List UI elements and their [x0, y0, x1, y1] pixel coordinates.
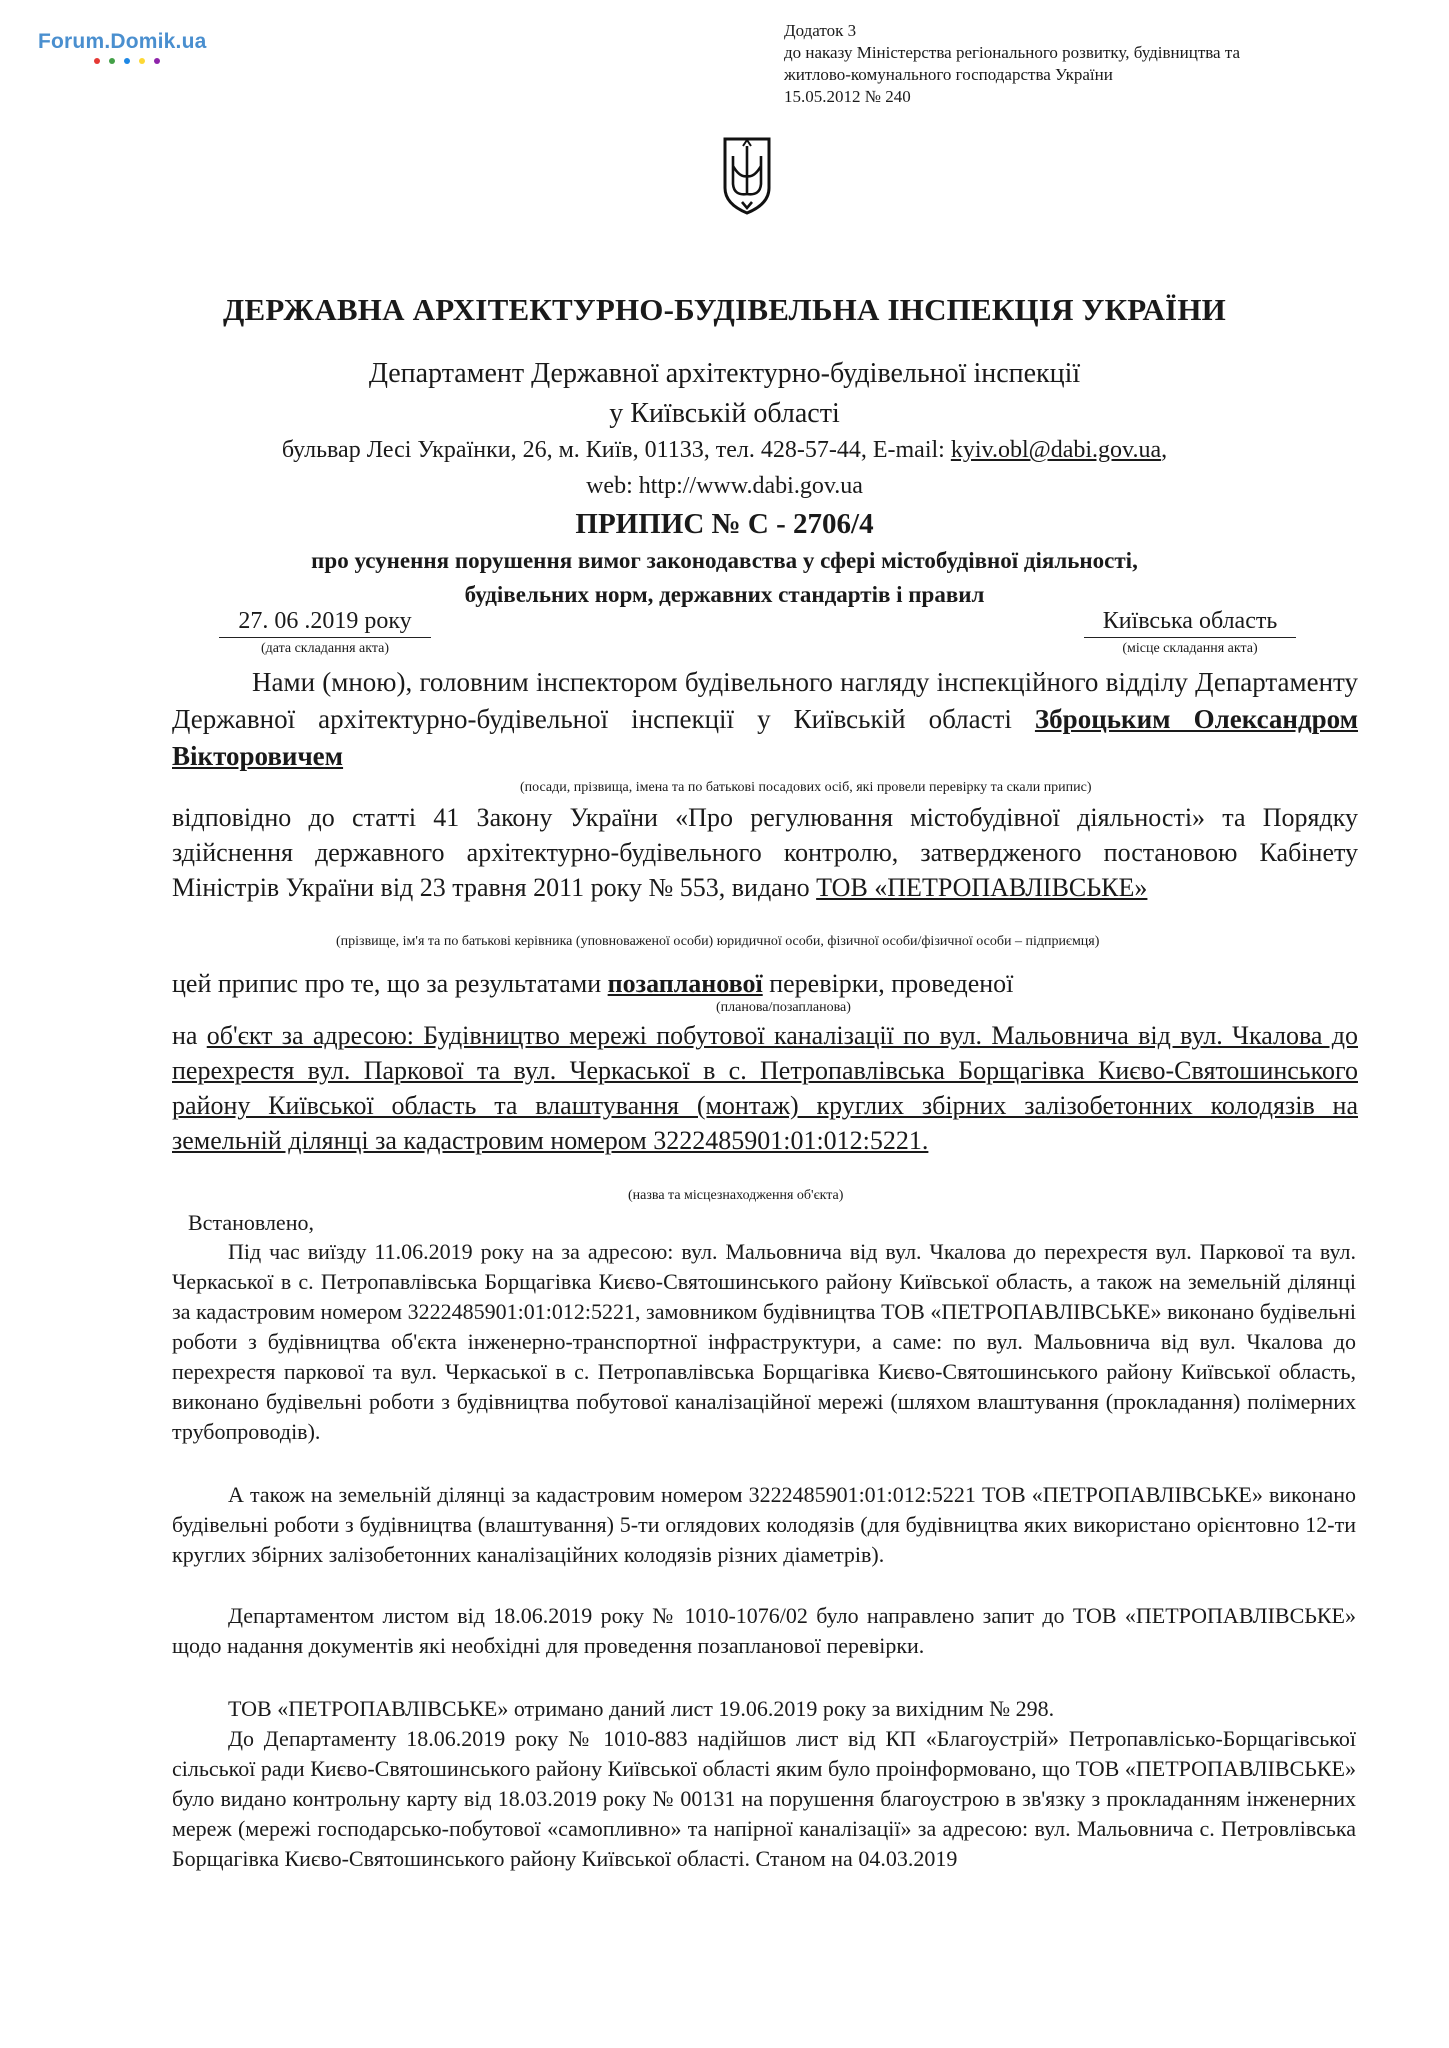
watermark-dot — [124, 58, 130, 64]
department-name — [100, 354, 1349, 434]
place-caption: (місце складання акта) — [1122, 641, 1258, 656]
watermark-dot — [109, 58, 115, 64]
date-value: 27. 06 .2019 року — [219, 608, 431, 638]
date-field — [180, 608, 470, 658]
annex-line: до наказу Міністерства регіонального розвитку, будівництва та — [784, 43, 1241, 62]
annex-note — [784, 20, 1344, 108]
department-line: Департамент Державної архітектурно-будівельної інспекції — [368, 358, 1081, 389]
findings-paragraph: До Департаменту 18.06.2019 року № 1010-883 надійшов лист від КП «Благоустрій» Петропавлісько-Борщагівської сільської ради Києво-Святошинського району Київської області яким було проінформовано, що ТОВ «ПЕТРОПАВЛІВСЬКЕ» було видано контрольну карту від 18.03.2019 року № 00131 на порушення благоустрою в зв'язку з прокладанням інженерних мереж (мережі господарсько-побутової «самопливно» та напірної каналізації» за адресою: вул. Мальовнича с. Петровлівська Борщагівка Києво-Святошинського району Київської області. Станом на 04.03.2019 — [172, 1726, 1356, 1871]
check-type-caption: (планова/позапланова) — [716, 1000, 851, 1015]
address-text: бульвар Лесі Українки, 26, м. Київ, 01133, тел. 428-57-44, E-mail: — [281, 437, 951, 463]
watermark-text: Forum.Domik.ua — [38, 30, 207, 53]
watermark-dot — [154, 58, 160, 64]
address-line — [100, 432, 1349, 468]
findings-paragraph: Департаментом листом від 18.06.2019 року № 1010-1076/02 було направлено запит до ТОВ «ПЕТРОПАВЛІВСЬКЕ» щодо надання документів які необхідні для проведення позапланової перевірки. — [172, 1603, 1356, 1658]
intro-text: Нами (мною), головним інспектором будівельного нагляду інспекційного відділу Департаменту Державної архітектурно-будівельної інспекції у Київській області — [172, 667, 1358, 734]
subject-line: будівельних норм, державних стандартів і правил — [464, 582, 985, 607]
place-field — [1070, 608, 1310, 658]
watermark — [38, 30, 206, 64]
result-suffix: перевірки, проведеної — [762, 969, 1014, 998]
object-paragraph — [172, 1018, 1358, 1158]
legal-text: відповідно до статті 41 Закону України «Про регулювання містобудівної діяльності» та Порядку здійснення державного архітектурно-будівельного контролю, затвердженого постановою Кабінету Міністрів України від 23 травня 2011 року № 553, видано — [172, 803, 1358, 902]
object-address: об'єкт за адресою: Будівництво мережі побутової каналізації по вул. Мальовнича від вул. Чкалова до перехрестя вул. Паркової та вул. Черкаської в с. Петропавлівська Борщагівка Києво-Святошинського району Київської область та влаштування (монтаж) круглих збірних залізобетонних колодязів на земельній ділянці за кадастровим номером 3222485901:01:012:5221. — [172, 1021, 1358, 1155]
result-paragraph — [172, 966, 1358, 1001]
watermark-dot — [94, 58, 100, 64]
department-address — [100, 432, 1349, 504]
check-type: позапланової — [607, 969, 763, 998]
agency-title: ДЕРЖАВНА АРХІТЕКТУРНО-БУДІВЕЛЬНА ІНСПЕКЦІЯ УКРАЇНИ — [223, 292, 1226, 327]
email-link[interactable]: kyiv.obl@dabi.gov.ua — [950, 437, 1162, 463]
coat-of-arms-icon — [722, 136, 772, 221]
company-name: ТОВ «ПЕТРОПАВЛІВСЬКЕ» — [816, 873, 1148, 902]
inspector-caption: (посади, прізвища, імена та по батькові посадових осіб, які провели перевірку та скали припис) — [520, 780, 1092, 795]
address-suffix: , — [1161, 437, 1168, 463]
findings-paragraph: ТОВ «ПЕТРОПАВЛІВСЬКЕ» отримано даний лист 19.06.2019 року за вихідним № 298. — [228, 1696, 1055, 1721]
findings-paragraph: Під час виїзду 11.06.2019 року на за адресою: вул. Мальовнича від вул. Чкалова до перехрестя вул. Паркової та вул. Черкаської в с. Петропавлівська Борщагівка Києво-Святошинського району Київської область, а також на земельній ділянці за кадастровим номером 3222485901:01:012:5221, замовником будівництва ТОВ «ПЕТРОПАВЛІВСЬКЕ» виконано будівельні роботи з будівництва об'єкта інженерно-транспортної інфраструктури, а саме: по вул. Мальовнича від вул. Чкалова до перехрестя паркової та вул. Черкаської в с. Петропавлівська Борщагівка Києво-Святошинського району Київської область, виконано будівельні роботи з будівництва побутової каналізаційної мережі (шляхом влаштування (прокладання) полімерних трубопроводів). — [172, 1239, 1356, 1444]
object-caption: (назва та місцезнаходження об'єкта) — [628, 1188, 844, 1203]
object-prefix: на — [172, 1021, 207, 1050]
place-value: Київська область — [1084, 608, 1296, 638]
watermark-dot — [139, 58, 145, 64]
company-caption: (прізвище, ім'я та по батькові керівника (уповноваженої особи) юридичної особи, фізичної особи/фізичної особи – підприємця) — [336, 934, 1100, 949]
web-link[interactable]: web: http://www.dabi.gov.ua — [586, 473, 863, 499]
subject-line: про усунення порушення вимог законодавства у сфері містобудівної діяльності, — [311, 548, 1138, 573]
findings-paragraph: А також на земельній ділянці за кадастровим номером 3222485901:01:012:5221 ТОВ «ПЕТРОПАВЛІВСЬКЕ» виконано будівельні роботи з будівництва (влаштування) 5-ти оглядових колодязів (для будівництва яких використано орієнтовно 12-ти круглих збірних залізобетонних каналізаційних колодязів різних діаметрів). — [172, 1482, 1356, 1567]
legal-basis-paragraph — [172, 800, 1358, 905]
annex-line: житлово-комунального господарства України — [784, 65, 1113, 84]
intro-paragraph — [172, 664, 1358, 775]
order-subject — [100, 544, 1349, 612]
order-title: ПРИПИС № С - 2706/4 — [575, 508, 874, 540]
inspector-name: Зброцьким Олександром Вікторовичем — [172, 704, 1359, 771]
department-line: у Київській області — [609, 398, 840, 429]
result-prefix: цей припис про те, що за результатами — [172, 969, 608, 998]
date-caption: (дата складання акта) — [260, 641, 390, 656]
annex-line: 15.05.2012 № 240 — [784, 87, 911, 106]
findings-heading: Встановлено, — [188, 1210, 314, 1235]
annex-line: Додаток 3 — [784, 21, 857, 40]
watermark-dots — [94, 58, 206, 64]
